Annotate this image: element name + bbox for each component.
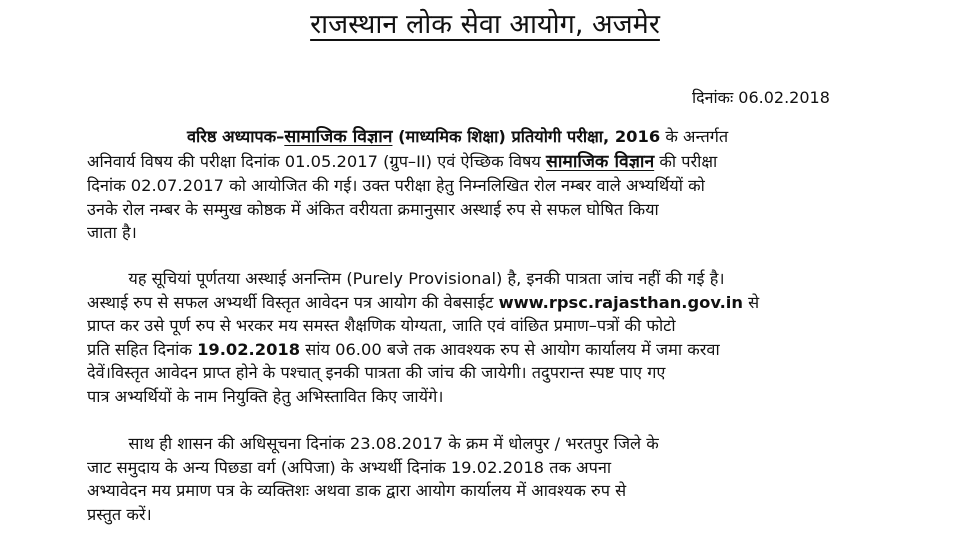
paragraph-obc-notice [87,432,882,526]
date-label: दिनांकः [692,88,734,107]
paragraph-line: उनके रोल नम्बर के सम्मुख कोष्ठक में अंकित वरीयता क्रमानुसार अस्थाई रुप से सफल घोषित किया [87,199,659,219]
paragraph-line [87,150,882,175]
website-url: www.rpsc.rajasthan.gov.in [498,292,743,312]
text-fragment: अस्थाई रुप से सफल अभ्यर्थी विस्तृत आवेदन पत्र आयोग की वेबसाईट [87,292,499,312]
text-fragment: के अन्तर्गत [660,127,729,146]
exam-name: (माध्यमिक शिक्षा) प्रतियोगी परीक्षा, 2016 [392,127,661,146]
paragraph-line: अभ्यावेदन मय प्रमाण पत्र के व्यक्तिशः अथवा डाक द्वारा आयोग कार्यालय में आवश्यक रुप से [87,481,627,501]
paragraph-line: यह सूचियां पूर्णतया अस्थाई अनन्तिम (Purely Provisional) है, इनकी पात्रता जांच नहीं की गई है। [87,269,725,288]
paragraph-line: प्रस्तुत करें। [87,504,152,524]
paragraph-line: साथ ही शासन की अधिसूचना दिनांक 23.08.2017 के क्रम में धोलपुर / भरतपुर जिले के [87,434,659,453]
title-text: राजस्थान लोक सेवा आयोग, अजमेर [310,9,660,40]
text-fragment: की परीक्षा [654,151,718,171]
paragraph-line: पात्र अभ्यर्थियों के नाम नियुक्ति हेतु अभिस्तावित किए जायेंगे। [87,386,444,406]
subject-name: सामाजिक विज्ञान [284,127,393,147]
text-fragment: सांय 06.00 बजे तक आवश्यक रुप से आयोग कार्यालय में जमा करवा [300,339,720,359]
paragraph-line [87,291,882,315]
text-fragment: प्रति सहित दिनांक [87,339,198,359]
paragraph-line: जाट समुदाय के अन्य पिछडा वर्ग (अपिजा) के अभ्यर्थी दिनांक 19.02.2018 तक अपना [87,457,612,477]
text-fragment: से [742,292,760,312]
text-fragment: अनिवार्य विषय की परीक्षा दिनांक 01.05.2017 (ग्रुप–II) एवं ऐच्छिक विषय [87,151,547,171]
paragraph-line: जाता है। [87,223,137,243]
paragraph-line: प्राप्त कर उसे पूर्ण रुप से भरकर मय समस्त शैक्षणिक योग्यता, जाति एवं वांछित प्रमाण–पत्रों की फोटो [87,316,676,336]
paragraph-line [87,125,882,150]
page-title [0,6,970,44]
paragraph-line: देवें।विस्तृत आवेदन प्राप्त होने के पश्चात् इनकी पात्रता की जांच की जायेगी। तदुपरान्त स्पष्ट पाए गए [87,363,666,383]
subject-name: सामाजिक विज्ञान [546,151,655,172]
post-name: वरिष्ठ अध्यापक– [187,127,285,146]
paragraph-result-announcement [87,125,882,245]
deadline-date: 19.02.2018 [197,339,301,359]
paragraph-line [87,338,882,362]
paragraph-provisional-notice [87,267,882,409]
notice-date [692,86,830,110]
paragraph-line: दिनांक 02.07.2017 को आयोजित की गई। उक्त परीक्षा हेतु निम्नलिखित रोल नम्बर वाले अभ्यर्थियों को [87,176,705,196]
date-value: 06.02.2018 [738,88,830,107]
